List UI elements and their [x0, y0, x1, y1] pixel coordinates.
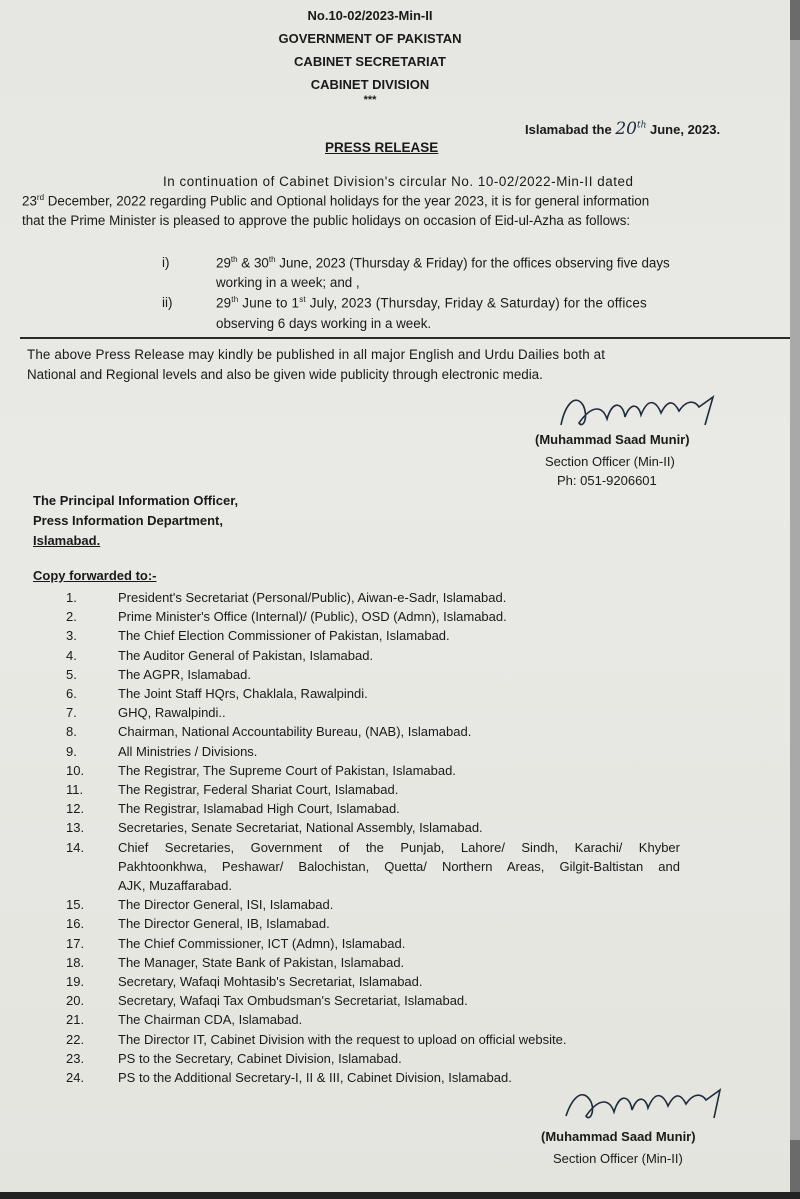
intro-line-3: that the Prime Minister is pleased to approve the public holidays on occasion of Eid-ul-Azha as follows: [22, 213, 631, 228]
copy-list-number: 4. [66, 647, 77, 663]
copy-list-item-text: All Ministries / Divisions. [118, 743, 258, 759]
copy-list-number: 8. [66, 724, 77, 740]
copy-list-item-text: The Chief Election Commissioner of Pakistan, Islamabad. [118, 628, 450, 644]
holiday-1-line-2: working in a week; and , [216, 275, 360, 290]
copy-list-item-text: The Joint Staff HQrs, Chaklala, Rawalpindi. [118, 686, 368, 701]
copy-list-number: 2. [66, 609, 77, 625]
holiday-2-line-2: observing 6 days working in a week. [216, 316, 432, 331]
copy-list-item-text: The Chairman CDA, Islamabad. [118, 1012, 303, 1028]
copy-list-number: 5. [66, 666, 77, 682]
publish-note-line-2: National and Regional levels and also be given wide publicity through electronic media. [27, 367, 543, 382]
copy-list-number: 1. [66, 590, 77, 605]
copy-list-number: 13. [66, 820, 85, 836]
copy-list-number: 15. [66, 897, 85, 913]
copy-list-number: 17. [66, 935, 85, 951]
holiday-1-line-1: 29th & 30th June, 2023 (Thursday & Friday) for the offices observing five days [216, 255, 670, 271]
copy-list-number: 22. [66, 1031, 85, 1047]
bottom-signatory-designation: Section Officer (Min-II) [553, 1151, 683, 1166]
copy-list-item-text: The Registrar, Federal Shariat Court, Islamabad. [118, 782, 399, 797]
copy-list-item-text: Secretaries, Senate Secretariat, National Assembly, Islamabad. [118, 820, 483, 836]
copy-list-number: 18. [66, 954, 85, 970]
copy-list-number: 21. [66, 1012, 85, 1028]
copy-list-item-text: Secretary, Wafaqi Tax Ombudsman's Secretariat, Islamabad. [118, 993, 468, 1009]
secretariat-title: CABINET SECRETARIAT [294, 54, 446, 69]
copy-list-item-text: Prime Minister's Office (Internal)/ (Public), OSD (Admn), Islamabad. [118, 609, 507, 625]
holiday-num-2: ii) [162, 295, 173, 310]
copy-list-number: 23. [66, 1050, 85, 1066]
copy-list-item-text: The Registrar, The Supreme Court of Pakistan, Islamabad. [118, 762, 456, 778]
reference-number: No.10-02/2023-Min-II [307, 8, 433, 23]
section-divider [20, 337, 790, 339]
copy-list-number: 19. [66, 974, 85, 989]
copy-list-item-text: The Auditor General of Pakistan, Islamabad. [118, 647, 374, 663]
addressee-line-1: The Principal Information Officer, [33, 493, 239, 508]
copy-list-number: 16. [66, 916, 85, 932]
addressee-line-3: Islamabad. [33, 533, 101, 548]
copy-list-number: 14. [66, 839, 85, 855]
copy-list-number: 7. [66, 705, 77, 721]
copy-list-item-text: PS to the Secretary, Cabinet Division, Islamabad. [118, 1050, 402, 1066]
copy-list-number: 11. [66, 782, 84, 797]
copy-list-number: 12. [66, 801, 85, 817]
copy-list-number: 9. [66, 743, 77, 759]
copy-list-item-text: The Director IT, Cabinet Division with the request to upload on official website. [118, 1031, 567, 1047]
copy-list-number: 3. [66, 628, 77, 644]
publish-note-line-1: The above Press Release may kindly be published in all major English and Urdu Dailies both at [27, 347, 606, 362]
intro-line-1: In continuation of Cabinet Division's circular No. 10-02/2022-Min-II dated [163, 174, 634, 189]
copy-list-item-text: The AGPR, Islamabad. [118, 666, 251, 682]
govt-title: GOVERNMENT OF PAKISTAN [278, 31, 462, 46]
date-suffix: June, 2023. [650, 122, 721, 137]
copy-list-number: 24. [66, 1070, 85, 1085]
header-stars: *** [363, 94, 377, 106]
signatory-designation: Section Officer (Min-II) [545, 454, 675, 469]
copy-list-item-text: Chief Secretaries, Government of the Punjab, Lahore/ Sindh, Karachi/ Khyber [118, 839, 680, 855]
signature-bottom [560, 1080, 740, 1132]
division-title: CABINET DIVISION [310, 77, 430, 92]
copy-list-number: 6. [66, 686, 77, 701]
copy-list-item-text: GHQ, Rawalpindi.. [118, 705, 226, 721]
signatory-name: (Muhammad Saad Munir) [535, 432, 690, 447]
copy-list-item-text: The Manager, State Bank of Pakistan, Islamabad. [118, 954, 405, 970]
holiday-num-1: i) [162, 255, 170, 270]
copy-list-item-text: The Registrar, Islamabad High Court, Islamabad. [118, 801, 400, 817]
photo-edge-bottom [0, 1192, 800, 1199]
intro-line-2: 23rd December, 2022 regarding Public and Optional holidays for the year 2023, it is for general information [22, 193, 650, 209]
copy-list-number: 20. [66, 993, 85, 1009]
date-line [525, 119, 720, 139]
copy-list-item-text: Secretary, Wafaqi Mohtasib's Secretariat, Islamabad. [118, 974, 423, 989]
photo-edge-right [790, 0, 800, 1199]
handwritten-day: 20th [615, 119, 647, 139]
copy-list-item-text: PS to the Additional Secretary-I, II & III, Cabinet Division, Islamabad. [118, 1070, 512, 1085]
copy-list-item-text: President's Secretariat (Personal/Public), Aiwan-e-Sadr, Islamabad. [118, 590, 507, 605]
holiday-2-line-1: 29th June to 1st July, 2023 (Thursday, Friday & Saturday) for the offices [216, 295, 647, 311]
copy-list-item-text: The Chief Commissioner, ICT (Admn), Islamabad. [118, 935, 406, 951]
addressee-line-2: Press Information Department, [33, 513, 223, 528]
copy-list-item-text: The Director General, ISI, Islamabad. [118, 897, 334, 913]
copy-list-item-text: AJK, Muzaffarabad. [118, 878, 232, 893]
copy-list-item-text: Chairman, National Accountability Bureau, (NAB), Islamabad. [118, 724, 472, 740]
bottom-signatory-name: (Muhammad Saad Munir) [541, 1129, 696, 1144]
signatory-phone: Ph: 051-9206601 [557, 473, 657, 488]
copy-list-item-text: The Director General, IB, Islamabad. [118, 916, 330, 932]
copy-forwarded-heading: Copy forwarded to:- [33, 568, 157, 583]
copy-list-item-text: Pakhtoonkhwa, Peshawar/ Balochistan, Quetta/ Northern Areas, Gilgit-Baltistan and [118, 858, 680, 874]
press-release-title: PRESS RELEASE [325, 140, 439, 155]
date-prefix: Islamabad the [525, 122, 612, 137]
copy-list-number: 10. [66, 762, 85, 778]
